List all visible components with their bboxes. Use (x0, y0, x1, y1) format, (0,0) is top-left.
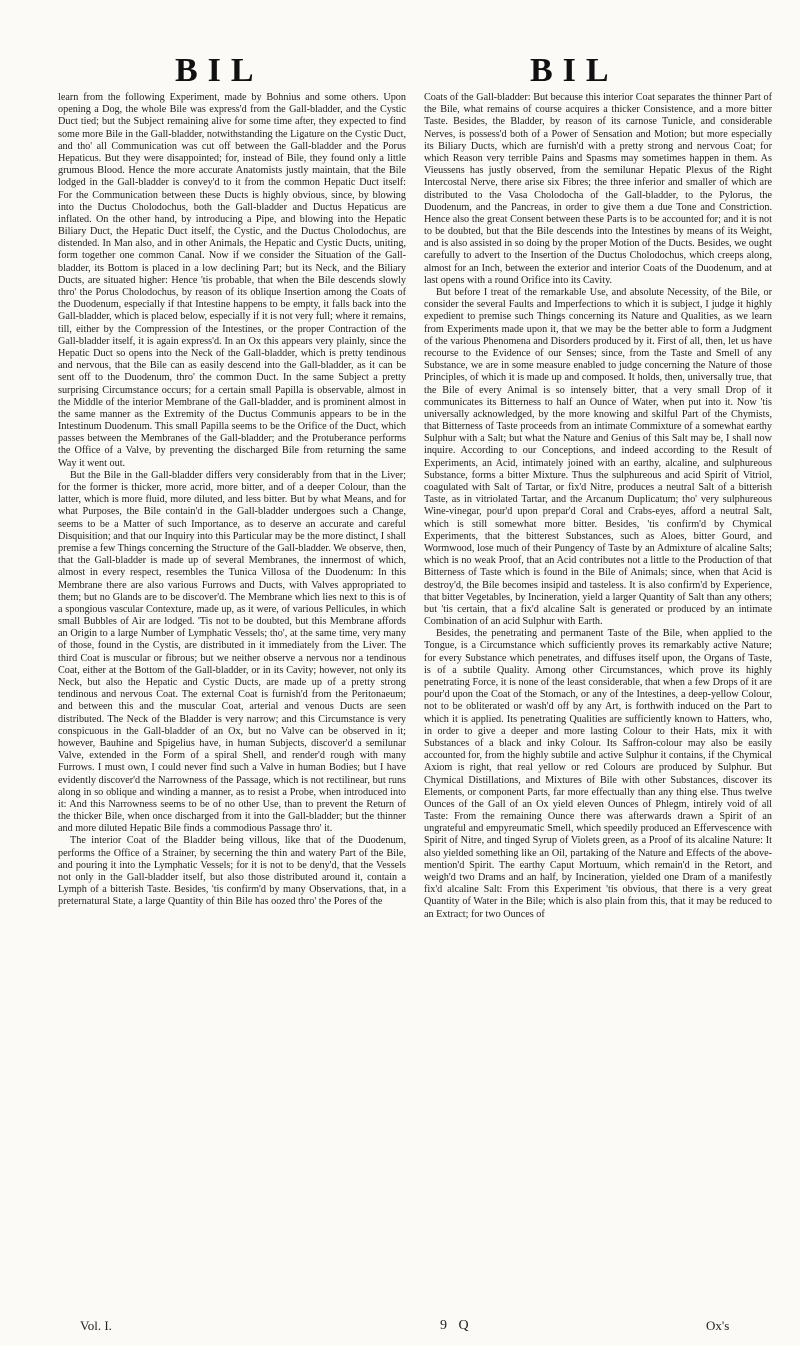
paragraph: Coats of the Gall-bladder: But because this interior Coat separates the thinner Part of the Bile, what remains of course acquires a thicker Consistence, and a more bitter Taste. Besides, the Bladder, by reason of its carnose Tunicle, and considerable Nerves, is possess'd both of a Power of Sensation and Motion; but more especially its Biliary Ducts, which are furnish'd with a pretty strong and nervous Coat; for which Reason very terrible Pains and Spasms may sometimes happen in them. As Vieussens has justly observed, from the semilunar Hepatic Plexus of the Right Intercostal Nerve, there arise six Fibres; the three inferior and smaller of which are distributed to the Vasa Cholodocha of the Gall-bladder, to the Pylorus, the Duodenum, and the Pancreas, in order to give them a due Tone and Constriction. Hence also the great Consent between these Parts is to be accounted for; and it is not to be doubted, but that the Bile descends into the Intestines by means of its Weight, and is also assisted in so doing by the proper Motion of the Ducts. Besides, we ought carefully to advert to the Insertion of the Ductus Cholodochus, which creeps along, almost for an Inch, between the exterior and interior Coats of the Duodenum, and at last opens with a round Orifice into its Cavity. (424, 92, 772, 286)
paragraph: Besides, the penetrating and permanent Taste of the Bile, when applied to the Tongue, is a Circumstance which sufficiently proves its remarkably active Nature; for every Substance which penetrates, and diffuses itself upon, the Organs of Taste, is of a subtile Quality. Among other Circumstances, which prove its highly penetrating Force, it is none of the least considerable, that when a few Drops of it are pour'd upon the Coat of the Stomach, or any of the Intestines, a deep-yellow Colour, not to be obliterated or wash'd off by any Art, is forthwith induced on the Part to which it is applied. Its penetrating Qualities are sufficiently known to Hatters, who, in order to give a deeper and more lasting Colour to their Hats, mix it with Substances of a black and inky Colour. Its Saffron-colour may also be easily accounted for, from the highly subtile and active Sulphur it contains, if the Chymical Axiom is right, that real yellow or red Colours are produced by Sulphur. But Chymical Distillations, and Mixtures of Bile with other Substances, discover its Elements, or component Parts, far more effectually than any thing else. Thus twelve Ounces of the Gall of an Ox yield eleven Ounces of Phlegm, intirely void of all Taste: From the remaining Ounce there was afterwards drawn a Spirit of an ungrateful and empyreumatic Smell, which speedily produced an Effervescence with Spirit of Nitre, and tinged Syrup of Violets green, as a Proof of its alcaline Nature: It also yielded something like an Oil, partaking of the Nature and Effects of the above-mention'd Spirit. The earthy Caput Mortuum, which remain'd in the Retort, and weigh'd two Drams and an half, by Incineration, yielded one Dram of a manifestly fix'd alcaline Salt: From this Experiment 'tis obvious, that there is a very great Quantity of Water in the Bile; which is also plain from this, that it may be reduced to an Extract; for two Ounces of (424, 628, 772, 920)
signature-mark: 9 Q (440, 1318, 473, 1333)
paragraph: But before I treat of the remarkable Use, and absolute Necessity, of the Bile, or consider the several Faults and Imperfections to which it is subject, I judge it highly expedient to premise such Things concerning its Nature and Qualities, as we learn from Experiments made upon it, that we may be the better able to form a Judgment of the various Phenomena and Disorders produced by it. First of all, then, let us have recourse to the Evidence of our Senses; since, from the Taste and Smell of any Substance, we are in some measure enabled to judge concerning the Nature of those Principles, of which it is made up and composed. It holds, then, universally true, that the Bile of every Animal is so intensely bitter, that a very small Drop of it communicates its Bitterness to half an Ounce of Water, when put into it. Now 'tis universally acknowledged, by the more knowing and skilful Part of the Chymists, that Bitterness of Taste proceeds from an intimate Commixture of a somewhat earthy Sulphur with a Salt; but what the Nature and Genius of this Salt may be, I shall now inquire. According to our Conceptions, and indeed according to the Result of Experiments, an Acid, intimately joined with an earthy, alcaline, and sulphureous Substance, forms a bitter Mixture. Thus the sulphureous and acid Spirit of Vitriol, coagulated with Salt of Tartar, or fix'd Nitre, produces a neutral Salt of a bitterish Taste, as in vitriolated Tartar, and the Arcanum Duplicatum; tho' very sulphureous Wine-vinegar, pour'd upon prepar'd Coral and Crabs-eyes, afford a neutral Salt, which is still somewhat more bitter. Besides, 'tis confirm'd by Chymical Experiments, that the bitterest Substances, such as Aloes, bitter Gourd, and Wormwood, lose much of their Pungency of Taste by an Admixture of alcaline Salts; which is no weak Proof, that an Acid contributes not a little to the Production of that Bitterness of Taste which is found in the Bile of Animals; since, when that Acid is destroy'd, the Bile becomes insipid and tasteless. It is also confirm'd by Experience, that bitter Vegetables, by Incineration, yield a larger Quantity of Salt than any others; but 'tis certain, that a fix'd alcaline Salt is generated or produced by an intimate Combination of an acid Sulphur with Earth. (424, 287, 772, 628)
left-column (58, 92, 406, 1314)
paragraph: But the Bile in the Gall-bladder differs very considerably from that in the Liver; for the former is thicker, more acrid, more bitter, and of a deeper Colour, than the latter, which is more fluid, more diluted, and less bitter. But by what Means, and for what Purposes, the Bile contain'd in the Gall-bladder undergoes such a Change, seems to be a Matter of such Importance, as to deserve an accurate and careful Disquisition; and that our Inquiry into this Particular may be the more distinct, I shall premise a few Things concerning the Structure of the Gall-bladder. We observe, then, that the Gall-bladder is made up of several Membranes, the innermost of which, almost in every respect, resembles the Tunica Villosa of the Duodenum: In this Membrane there are also various Furrows and Ducts, with Valves appropriated to them; but no Glands are to be discover'd. The Membrane which lies next to this is of a spongious vascular Contexture, made up, as it were, of various Pellicules, in which small Bubbles of Air are lodged. 'Tis not to be doubted, but this Membrane affords an Origin to a large Number of Lymphatic Vessels; tho', at the same time, very many of those, found in the Cystis, are distributed in it immediately from the Liver. The third Coat is muscular or fibrous; but we neither observe a nervous nor a tendinous Coat, either at the Bottom of the Gall-bladder, or in its Cavity; however, not only its Neck, but also the Hepatic and Cystic Ducts, are made up of a pretty strong tendinous and nervous Coat. The external Coat is furnish'd from the Peritonaeum; and between this and the muscular Coat, arterial and venous Ducts are seen distributed. The Neck of the Bladder is very narrow; and this Circumstance is very conspicuous in the Gall-bladder of an Ox, but no Valve can be observed in it; however, Bauhine and Spigelius have, in human Subjects, discover'd a semilunar Valve, extended in the Form of a spiral Shell, and render'd rough with many Furrows. I must own, I could never find such a Valve in human Bodies; but I have evidently discover'd the Narrowness of the Passage, which is not rectilinear, but runs along in so oblique and winding a manner, as to resist a Probe, when introduced into it: And this Narrowness seems to be of no other Use, than to prevent the Return of the thicker Bile, when once discharged from it into the Gall-bladder; but the thinner and more diluted Hepatic Bile finds a commodious Passage thro' it. (58, 469, 406, 835)
paragraph: The interior Coat of the Bladder being villous, like that of the Duodenum, performs the Office of a Strainer, by secerning the thin and watery Part of the Bile, and pouring it into the Lymphatic Vessels; for it is not to be deny'd, that the Vessels not only in the Gall-bladder itself, but also those distributed around it, contain a Lymph of a bitterish Taste. Besides, 'tis confirm'd by many Observations, that, in a preternatural State, a large Quantity of thin Bile has oozed thro' the Pores of the (58, 835, 406, 908)
volume-label: Vol. I. (80, 1318, 112, 1333)
paragraph: learn from the following Experiment, made by Bohnius and some others. Upon opening a Dog, the whole Bile was express'd from the Gall-bladder, and the Cystic Duct tied; but the Subject remaining alive for some time after, they expected to find some more Bile in the Gall-bladder, notwithstanding the Ligature on the Cystic Duct, and tho' all Communication was cut off between the Gall-bladder and the Porus Hepaticus. But they were disappointed; for, instead of Bile, they found only a little grumous Blood. Hence the more accurate Anatomists justly maintain, that the Bile lodged in the Gall-bladder is convey'd to it from the common Hepatic Duct itself: For the Communication between these Ducts is highly obvious, since, by blowing into the Ductus Cholodochus, both the Gall-bladder and Ductus Hepaticus are inflated. On the other hand, by introducing a Pipe, and blowing into the Hepatic Biliary Duct, the Hepatic Duct itself, the Cystic, and the Ductus Cholodochus, are distended. In Man also, and in other Animals, the Hepatic and Cystic Ducts, uniting, form together one common Canal. Now if we consider the Situation of the Gall-bladder, its Bottom is placed in a low declining Part; but its Neck, and the Biliary Ducts, are situated higher: Hence 'tis probable, that when the Bile descends slowly thro' the Porus Cholodochus, by reason of its oblique Insertion among the Coats of the Duodenum, especially if that Intestine happens to be empty, it falls back into the Gall-bladder, which is placed below, especially if it is not very full; where it remains, till, either by the Compression of the Intestines, or the proper Contraction of the Gall-bladder itself, it is again express'd. In an Ox this appears very plainly, since the Hepatic Duct so opens into the Neck of the Gall-bladder, which is pretty tendinous and nervous, that the Bile can as easily descend into the Gall-bladder, as it can be sent off to the Duodenum, thro' the common Duct. In the same Subject a pretty surprising Circumstance occurs; for a certain small Papilla is observable, almost in the Middle of the interior Membrane of the Gall-bladder, and is prominent almost in the same manner as the Extremity of the Ductus Communis appears to be in the Intestinum Duodenum. This small Papilla seems to be the Orifice of the Duct, which passes between the Membranes of the Gall-bladder; and the Protuberance performs the Office of a Valve, by preventing the discharged Bile from returning the same Way it went out. (58, 92, 406, 469)
running-head-right: BIL (530, 52, 619, 89)
running-head-left: BIL (175, 52, 264, 89)
catchword: Ox's (706, 1318, 730, 1333)
right-column (424, 92, 772, 1314)
